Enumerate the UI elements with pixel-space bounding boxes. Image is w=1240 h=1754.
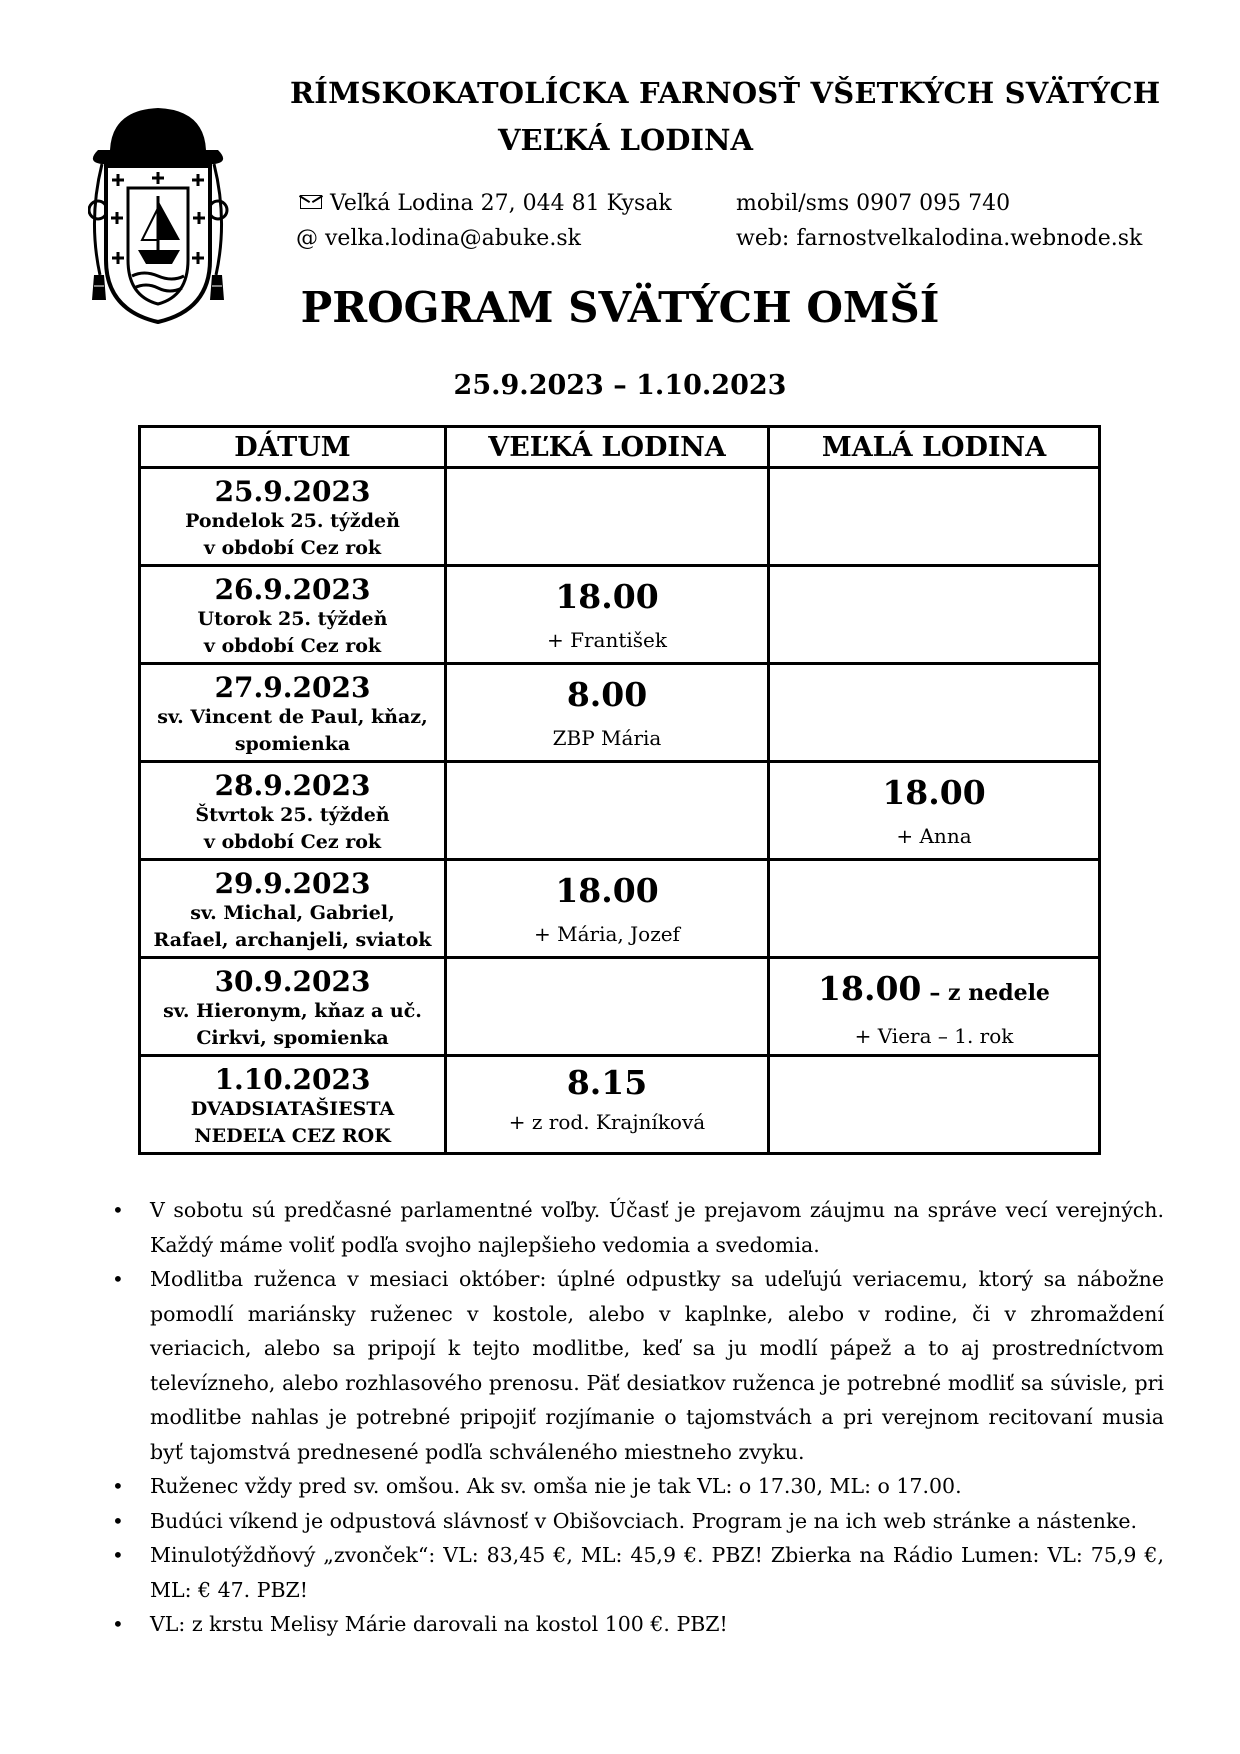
- date: 1.10.2023: [214, 1063, 371, 1096]
- address-text: Veľká Lodina 27, 044 81 Kysak: [330, 191, 672, 216]
- mass-schedule-table: [138, 425, 1101, 1155]
- velka-lodina-cell: [446, 468, 769, 566]
- table-row: [140, 664, 1100, 762]
- mala-lodina-cell: [769, 664, 1100, 762]
- table-row: [140, 566, 1100, 664]
- email: @ velka.lodina@abuke.sk: [296, 226, 581, 251]
- liturgical-day-line1: sv. Hieronym, kňaz a uč.: [163, 1000, 422, 1022]
- mass-intention: ZBP Mária: [552, 726, 662, 750]
- mass-time-value: 18.00: [882, 773, 986, 812]
- mass-time: [770, 773, 1098, 813]
- date: 30.9.2023: [214, 965, 371, 998]
- mass-time: 8.15: [566, 1063, 648, 1102]
- mass-time: [770, 969, 1098, 1013]
- liturgical-day-line2: NEDEĽA CEZ ROK: [194, 1125, 391, 1147]
- date-cell: [140, 860, 446, 958]
- velka-lodina-cell: [446, 958, 769, 1056]
- mala-lodina-cell: [769, 762, 1100, 860]
- liturgical-day-line1: Štvrtok 25. týždeň: [195, 804, 390, 826]
- header-date: DÁTUM: [140, 427, 446, 468]
- mass-intention: + Viera – 1. rok: [854, 1024, 1014, 1048]
- liturgical-day-line1: sv. Vincent de Paul, kňaz,: [157, 706, 428, 728]
- phone: mobil/sms 0907 095 740: [736, 191, 1011, 216]
- mass-time: 8.00: [566, 675, 648, 714]
- table-row: [140, 1056, 1100, 1154]
- date: 28.9.2023: [214, 769, 371, 802]
- liturgical-day-line1: Utorok 25. týždeň: [197, 608, 388, 630]
- liturgical-day-line2: Cirkvi, spomienka: [196, 1027, 389, 1049]
- website: web: farnostvelkalodina.webnode.sk: [736, 226, 1143, 251]
- velka-lodina-cell: [446, 1056, 769, 1154]
- liturgical-day-line2: v období Cez rok: [203, 635, 382, 657]
- header-mala-lodina: MALÁ LODINA: [769, 427, 1100, 468]
- table-row: [140, 860, 1100, 958]
- mass-intention: + Anna: [896, 824, 972, 848]
- date-cell: [140, 664, 446, 762]
- velka-lodina-cell: [446, 664, 769, 762]
- mass-time-note: – z nedele: [929, 980, 1050, 1006]
- date-range: 25.9.2023 – 1.10.2023: [453, 370, 787, 401]
- liturgical-day-line2: v období Cez rok: [203, 537, 382, 559]
- parish-location: VEĽKÁ LODINA: [498, 123, 753, 157]
- announcement-item: • V sobotu sú predčasné parlamentné voľby. Účasť je prejavom záujmu na správe vecí verejných. Každý máme voliť podľa svojho najlepšieho vedomia a svedomia.: [104, 1193, 1164, 1262]
- liturgical-day-line2: Rafael, archanjeli, sviatok: [153, 929, 432, 951]
- announcement-item: • Ruženec vždy pred sv. omšou. Ak sv. omša nie je tak VL: o 17.30, ML: o 17.00.: [104, 1469, 1164, 1504]
- table-row: [140, 958, 1100, 1056]
- liturgical-day-line2: spomienka: [234, 733, 351, 755]
- mass-time: 18.00: [555, 871, 659, 910]
- date-cell: [140, 1056, 446, 1154]
- liturgical-day-line1: DVADSIATAŠIESTA: [190, 1098, 395, 1120]
- table-row: [140, 762, 1100, 860]
- announcements-list: [104, 1193, 1164, 1642]
- date-cell: [140, 958, 446, 1056]
- date: 26.9.2023: [214, 573, 371, 606]
- date: 29.9.2023: [214, 867, 371, 900]
- date: 25.9.2023: [214, 475, 371, 508]
- announcement-item: • Modlitba ruženca v mesiaci október: úplné odpustky sa udeľujú veriacemu, ktorý sa nábožne pomodlí mariánsky ruženec v kostole, alebo v kaplnke, alebo v rodine, či v zhromaždení veriacich, alebo sa pripojí k tejto modlitbe, keď sa ju modlí pápež a to aj prostredníctvom televízneho, alebo rozhlasového prenosu. Päť desiatkov ruženca je potrebné modliť sa súvisle, pri modlitbe nahlas je potrebné pripojiť rozjímanie o tajomstvách a pri verejnom recitovaní musia byť tajomstvá prednesené podľa schváleného miestneho zvyku.: [104, 1262, 1164, 1469]
- announcement-item: • VL: z krstu Melisy Márie darovali na kostol 100 €. PBZ!: [104, 1607, 1164, 1642]
- velka-lodina-cell: [446, 566, 769, 664]
- page-title: PROGRAM SVÄTÝCH OMŠÍ: [300, 283, 940, 332]
- header-velka-lodina: VEĽKÁ LODINA: [446, 427, 769, 468]
- mala-lodina-cell: [769, 566, 1100, 664]
- announcement-item: • Minulotýždňový „zvonček“: VL: 83,45 €, ML: 45,9 €. PBZ! Zbierka na Rádio Lumen: VL: 75,9 €, ML: € 47. PBZ!: [104, 1538, 1164, 1607]
- liturgical-day-line2: v období Cez rok: [203, 831, 382, 853]
- date-cell: [140, 468, 446, 566]
- mass-time-value: 18.00: [818, 969, 922, 1008]
- mala-lodina-cell: [769, 468, 1100, 566]
- address: [300, 191, 672, 216]
- mass-intention: + z rod. Krajníková: [508, 1110, 706, 1134]
- date: 27.9.2023: [214, 671, 371, 704]
- mala-lodina-cell: [769, 860, 1100, 958]
- announcement-item: • Budúci víkend je odpustová slávnosť v Obišovciach. Program je na ich web stránke a nástenke.: [104, 1504, 1164, 1539]
- liturgical-day-line1: Pondelok 25. týždeň: [185, 510, 400, 532]
- parish-name: RÍMSKOKATOLÍCKA FARNOSŤ VŠETKÝCH SVÄTÝCH: [290, 76, 1161, 110]
- mala-lodina-cell: [769, 1056, 1100, 1154]
- mass-intention: + František: [546, 628, 667, 652]
- date-cell: [140, 566, 446, 664]
- table-header-row: [140, 427, 1100, 468]
- liturgical-day-line1: sv. Michal, Gabriel,: [190, 902, 395, 924]
- table-row: [140, 468, 1100, 566]
- velka-lodina-cell: [446, 762, 769, 860]
- mass-intention: + Mária, Jozef: [534, 922, 680, 946]
- date-cell: [140, 762, 446, 860]
- mala-lodina-cell: [769, 958, 1100, 1056]
- velka-lodina-cell: [446, 860, 769, 958]
- envelope-icon: [300, 195, 322, 209]
- mass-time: 18.00: [555, 577, 659, 616]
